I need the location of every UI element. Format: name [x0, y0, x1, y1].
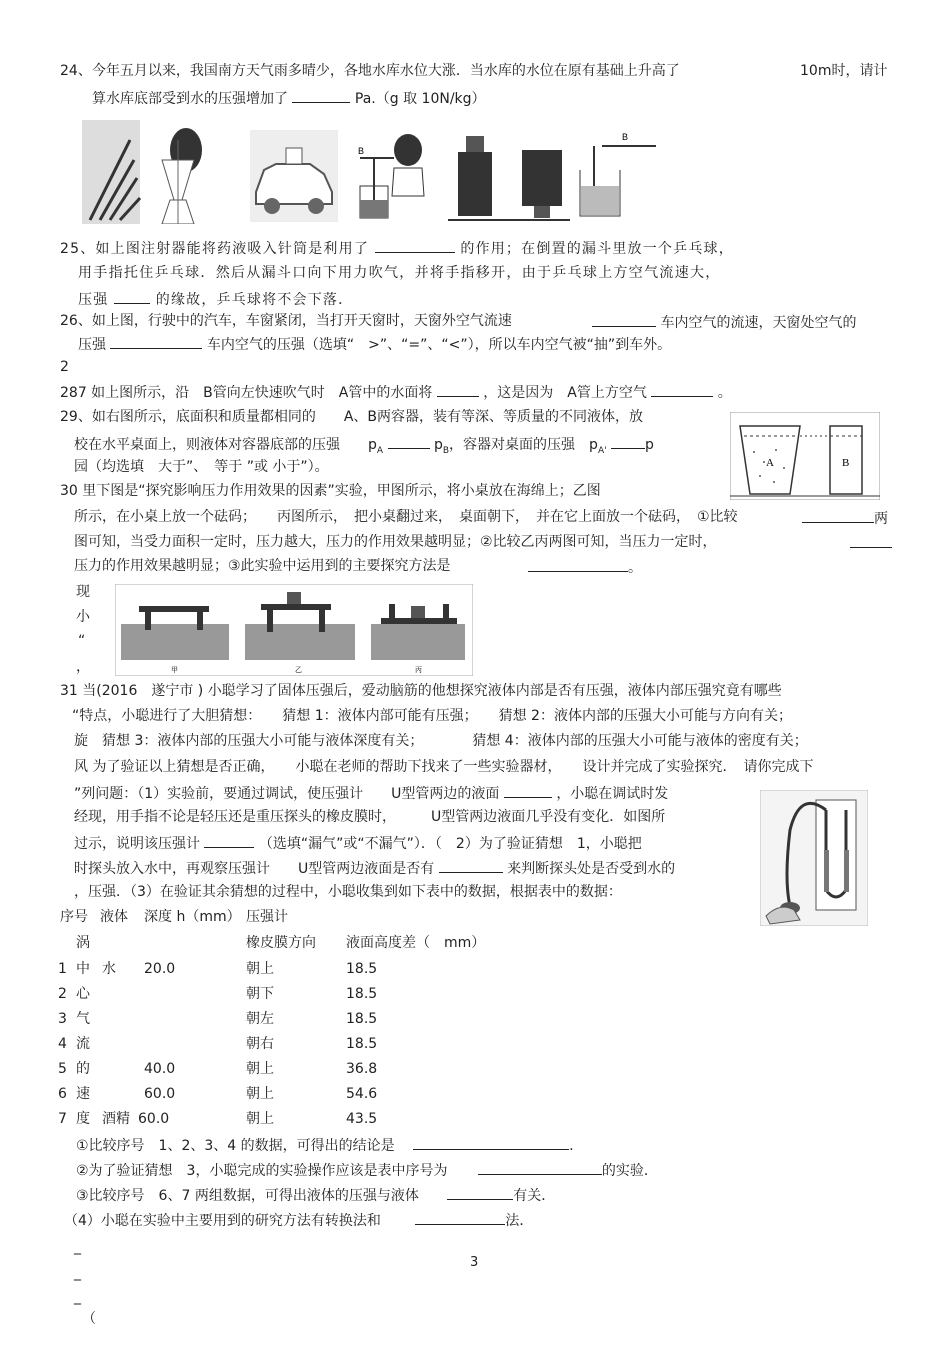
q31-answer-blank-3[interactable] — [439, 858, 503, 873]
q29-answer-blank-1[interactable] — [388, 434, 430, 449]
container-a-label: A — [766, 457, 774, 469]
table-row-5-diff: 36.8 — [346, 1061, 378, 1077]
q31-text-5b: ，小聪在调试时发 — [556, 786, 669, 802]
manometer-figure — [760, 790, 868, 926]
q31-line9: ，压强．（3）在验证其余猜想的过程中，小聪收集到如下表中的数据，根据表中的数据： — [74, 884, 622, 900]
subq-1-text-a: ①比较序号 1、2、3、4 的数据，可得出的结论是 — [76, 1138, 395, 1154]
q31-line5 — [74, 783, 668, 803]
q24-line2 — [92, 88, 486, 108]
table-row-1-dir: 朝上 — [246, 961, 274, 977]
q31-answer-blank-2[interactable] — [204, 833, 254, 848]
table-row-7-dir: 朝上 — [246, 1111, 274, 1127]
q25-text-a: 25、如上图注射器能将药液吸入针筒是利用了 — [60, 241, 370, 257]
subq-3-text-a: ③比较序号 6、7 两组数据，可得出液体的压强与液体 — [76, 1188, 419, 1204]
q30-text-a: 所示，在小桌上放一个砝码； 丙图所示， 把小桌翻过来， 桌面朝下， 并在它上面放一个砝码， ①比较 — [74, 509, 738, 525]
table-row-7-liquid: 酒精 — [102, 1111, 130, 1127]
container-b-label: B — [842, 457, 850, 469]
q24-line1-end: 10m时，请计 — [800, 63, 888, 79]
q31-line4: 风 为了验证以上猜想是否正确， 小聪在老师的帮助下找来了一些实验器材， 设计并完成了实验探究． 请你完成下 — [74, 759, 814, 775]
q30-margin-2: “ — [78, 633, 86, 649]
q29-text-c: ，容器对桌面的压强 p — [449, 437, 598, 453]
subq-4-answer-blank[interactable] — [415, 1210, 505, 1225]
page-number: 3 — [470, 1255, 479, 1270]
q31-text-8a: 时探头放入水中，再观察压强计 U型管两边液面是否有 — [74, 861, 435, 877]
q28-text-a: 287 如上图所示，沿 B管向左快速吹气时 A管中的水面将 — [60, 385, 433, 401]
subq-3-answer-blank[interactable] — [447, 1185, 513, 1200]
q29-line3: 园（均选填 大于”、 等于 ”或 小于”）。 — [74, 459, 329, 475]
figure-label-yi: 乙 — [295, 666, 302, 674]
q29-text-b: p — [433, 437, 443, 453]
table-row-6-diff: 54.6 — [346, 1086, 378, 1102]
q26-text-c: 压强 — [78, 337, 106, 353]
q24-text-c: Pa.（g 取 10N/kg） — [354, 91, 486, 107]
q30-line4-end — [528, 557, 642, 577]
q31-text-8b: 来判断探头处是否受到水的 — [507, 861, 676, 877]
table-row-4-dir: 朝右 — [246, 1036, 274, 1052]
subq-2-answer-blank[interactable] — [478, 1160, 602, 1175]
q31-line3: 旋 猜想 3：液体内部的压强大小可能与液体深度有关； 猜想 4：液体内部的压强大小可能与液体的密度有关； — [74, 733, 808, 749]
q30-margin-3: ， — [76, 659, 90, 675]
subq-1-text-b: . — [569, 1138, 574, 1154]
table-row-7-diff: 43.5 — [346, 1111, 378, 1127]
q31-answer-blank-1[interactable] — [504, 783, 552, 798]
q25-text-d: 的缘故，乒乓球将不会下落． — [155, 292, 354, 308]
table-row-1-side: 中 — [76, 961, 90, 977]
table-row-7-side: 度 — [76, 1111, 90, 1127]
table-row-3-no: 3 — [58, 1011, 67, 1027]
q29-sub-a: A — [376, 445, 384, 456]
q30-line1: 30 里下图是“探究影响压力作用效果的因素”实验，甲图所示，将小桌放在海绵上；乙图 — [60, 483, 601, 499]
q30-text-c: 压力的作用效果越明显；③此实验中运用到的主要探究方法是 — [74, 558, 451, 574]
q28-line — [60, 382, 732, 402]
table-row-4-diff: 18.5 — [346, 1036, 378, 1052]
q31-line1: 31 当(2016 遂宁市 ) 小聪学习了固体压强后，爱动脑筋的他想探究液体内部是否有压强，液体内部压强究竟有哪些 — [60, 683, 782, 699]
figure-label-bing: 丙 — [415, 666, 422, 674]
table-header-depth: 深度 h（mm） — [144, 909, 241, 925]
table-row-5-depth: 40.0 — [144, 1061, 176, 1077]
subq-1-answer-blank[interactable] — [413, 1135, 569, 1150]
blow-tube-figure — [354, 126, 432, 222]
q24-text-a: 24、今年五月以来，我国南方天气雨多晴少，各地水库水位大涨．当水库的水位在原有基础上升高了 — [60, 63, 680, 79]
tail-mark-3: _ — [74, 1289, 81, 1305]
tail-mark-1: _ — [74, 1239, 81, 1255]
q31-line6: 经现，用手指不论是轻压还是重压探头的橡皮膜时， U型管两边液面几乎没有变化．如图所 — [74, 809, 666, 825]
q24-line1 — [60, 62, 680, 80]
table-row-4-side: 流 — [76, 1036, 90, 1052]
q29-sub-a2: A' — [597, 445, 607, 456]
figure-label-b: B — [358, 146, 365, 156]
subq-2-text-b: 的实验． — [601, 1163, 658, 1179]
q24-answer-blank[interactable] — [292, 88, 350, 103]
q28-text-c: 。 — [717, 385, 732, 401]
table-row-6-depth: 60.0 — [144, 1086, 176, 1102]
q30-line3-end — [850, 533, 892, 553]
table-header-liquid: 液体 — [100, 909, 128, 925]
q28-text-b: ，这是因为 A管上方空气 — [483, 385, 647, 401]
q30-text-b: 两 — [874, 511, 888, 527]
beaker-label-b: B — [622, 132, 629, 142]
q29-line2 — [74, 434, 654, 460]
stray-number: 2 — [60, 359, 69, 375]
subq-4-text-a: （4）小聪在实验中主要用到的研究方法有转换法和 — [64, 1213, 381, 1229]
q30-line3: 图可知，当受力面积一定时，压力越大，压力的作用效果越明显；②比较乙丙两图可知，当压力一定时， — [74, 534, 717, 550]
q25-answer-blank-2[interactable] — [114, 289, 150, 304]
q25-line3 — [78, 289, 353, 309]
table-row-6-dir: 朝上 — [246, 1086, 274, 1102]
q30-answer-blank-2[interactable] — [850, 533, 892, 548]
q31-text-5a: ”列问题：（1）实验前，要通过调试，使压强计 U型管两边的液面 — [74, 786, 500, 802]
table-row-7-no: 7 — [58, 1111, 67, 1127]
q25-line2: 用手指托住乒乓球．然后从漏斗口向下用力吹气，并将手指移开，由于乒乓球上方空气流速大， — [78, 265, 721, 281]
subq-2 — [76, 1160, 658, 1180]
table-row-1-depth: 20.0 — [144, 961, 176, 977]
q26-text-b: 车内空气的流速，天窗处空气的 — [660, 315, 857, 331]
table-row-2-no: 2 — [58, 986, 67, 1002]
q25-text-b: 的作用；在倒置的漏斗里放一个乒乓球， — [460, 241, 734, 257]
table-row-7-depth: 60.0 — [138, 1111, 170, 1127]
q30-margin-0: 现 — [76, 584, 90, 600]
q30-answer-blank-3[interactable] — [528, 557, 628, 572]
table-row-1-liquid: 水 — [102, 961, 116, 977]
table-row-4-no: 4 — [58, 1036, 67, 1052]
q25-answer-blank-1[interactable] — [375, 238, 455, 253]
table-row-3-diff: 18.5 — [346, 1011, 378, 1027]
q29-text-a: 校在水平桌面上，则液体对容器底部的压强 p — [74, 437, 377, 453]
table-row-1-diff: 18.5 — [346, 961, 378, 977]
q25-text-c: 压强 — [78, 292, 109, 308]
table-row-2-diff: 18.5 — [346, 986, 378, 1002]
subq-2-text-a: ②为了验证猜想 3，小聪完成的实验操作应该是表中序号为 — [76, 1163, 448, 1179]
q26-text-d: 车内空气的压强（选填“ >”、“=”、“<”），所以车内空气被“抽”到车外。 — [206, 337, 672, 353]
subq-4 — [64, 1210, 533, 1230]
q26-line1-end — [592, 312, 856, 332]
q26-answer-blank-1[interactable] — [592, 312, 656, 327]
figure-label-jia: 甲 — [171, 666, 178, 674]
subq-3 — [76, 1185, 555, 1205]
table-row-5-side: 的 — [76, 1061, 90, 1077]
subq-1 — [76, 1135, 574, 1155]
table-header-gauge: 压强计 — [246, 909, 288, 925]
table-header-direction: 橡皮膜方向 — [246, 935, 316, 951]
q28-answer-blank-2[interactable] — [651, 382, 713, 397]
table-row-3-dir: 朝左 — [246, 1011, 274, 1027]
table-header-no: 序号 — [60, 909, 88, 925]
car-figure — [250, 130, 338, 222]
q31-line7 — [74, 833, 642, 853]
subq-3-text-b: 有关． — [513, 1188, 556, 1204]
bottles-figure — [448, 132, 570, 222]
q26-answer-blank-2[interactable] — [110, 334, 202, 349]
pressure-effect-figure — [115, 584, 473, 676]
q24-text-b: 算水库底部受到水的压强增加了 — [92, 91, 288, 107]
q26-text-a: 26、如上图，行驶中的汽车，车窗紧闭，当打开天窗时，天窗外空气流速 — [60, 313, 512, 329]
q31-line8 — [74, 858, 675, 878]
q30-answer-blank-1[interactable] — [802, 508, 874, 523]
beaker-figure — [576, 130, 660, 220]
tail-mark-4: （ — [82, 1311, 96, 1327]
q30-margin-1: 小 — [76, 609, 90, 625]
table-row-5-dir: 朝上 — [246, 1061, 274, 1077]
q28-answer-blank-1[interactable] — [437, 382, 479, 397]
q29-text-d: p — [645, 437, 654, 453]
q31-text-7a: 过示，说明该压强计 — [74, 836, 200, 852]
q30-line2-end — [802, 508, 888, 528]
table-row-2-dir: 朝下 — [246, 986, 274, 1002]
table-side-header: 涡 — [76, 935, 90, 951]
q29-answer-blank-2[interactable] — [611, 434, 645, 449]
q30-line2 — [74, 508, 738, 526]
syringe-figure — [82, 120, 212, 224]
table-row-5-no: 5 — [58, 1061, 67, 1077]
q25-line1 — [60, 238, 734, 258]
table-row-6-side: 速 — [76, 1086, 90, 1102]
q31-line2: “特点，小聪进行了大胆猜想： 猜想 1：液体内部可能有压强； 猜想 2：液体内部的压强大小可能与方向有关； — [72, 708, 792, 724]
q29-sub-b: B — [442, 445, 450, 456]
table-row-2-side: 心 — [76, 986, 90, 1002]
q30-line4 — [74, 557, 451, 575]
q26-line2 — [78, 334, 671, 354]
table-row-3-side: 气 — [76, 1011, 90, 1027]
tail-mark-2: _ — [74, 1265, 81, 1281]
table-row-6-no: 6 — [58, 1086, 67, 1102]
table-header-height-diff: 液面高度差（ mm） — [346, 935, 486, 951]
q31-text-7b: （选填“漏气”或“不漏气”）．（ 2）为了验证猜想 1，小聪把 — [258, 836, 642, 852]
table-row-1-no: 1 — [58, 961, 67, 977]
q29-line1: 29、如右图所示，底面积和质量都相同的 A、B两容器，装有等深、等质量的不同液体，放 — [60, 409, 643, 425]
q30-text-d: 。 — [628, 560, 642, 576]
q26-line1 — [60, 312, 512, 330]
containers-figure — [730, 412, 880, 500]
subq-4-text-b: 法． — [505, 1213, 534, 1229]
